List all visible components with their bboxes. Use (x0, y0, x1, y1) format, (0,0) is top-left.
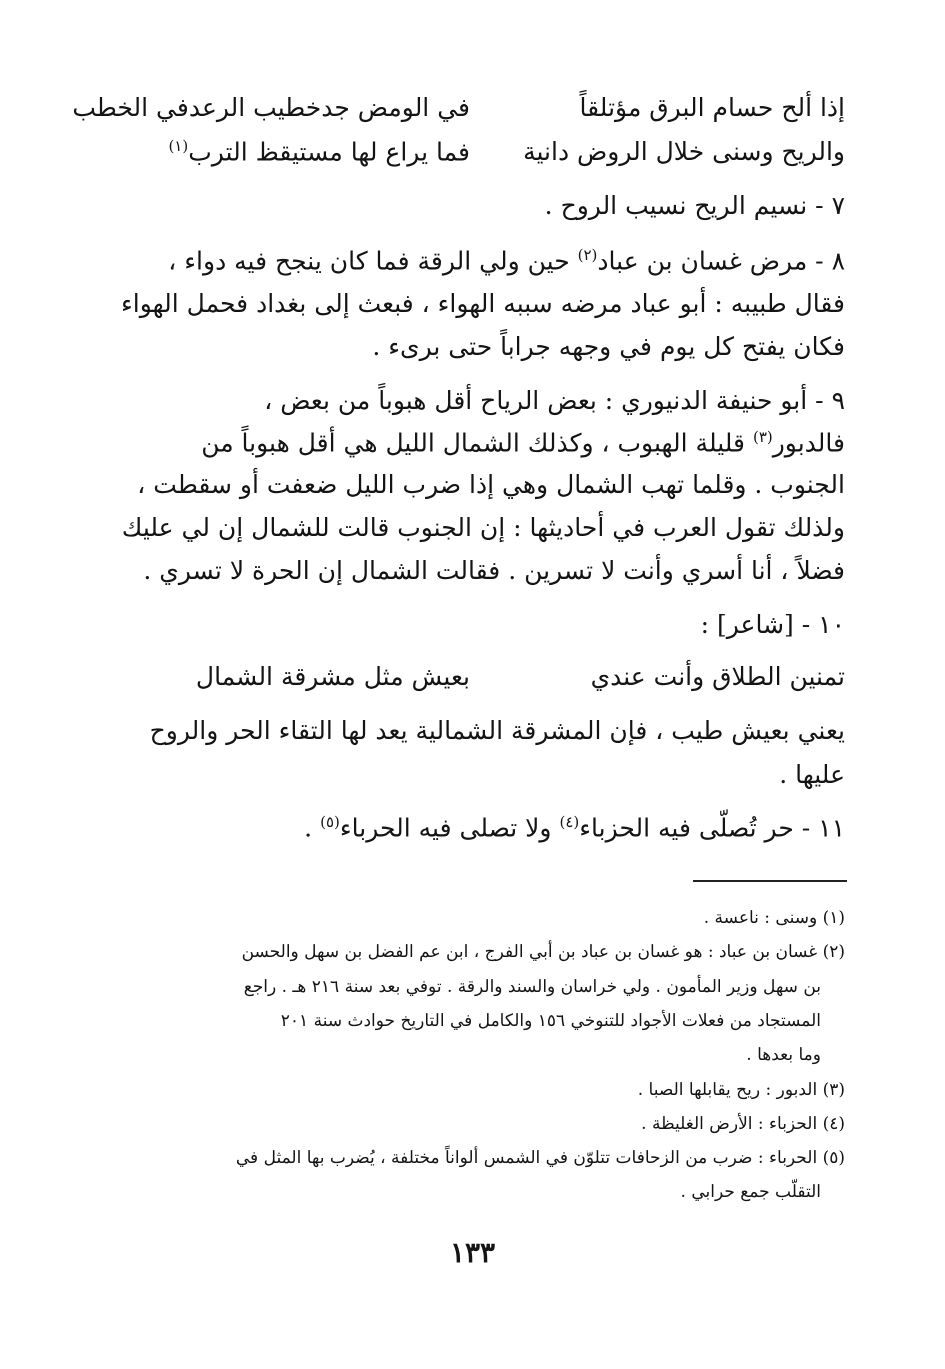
item-9-line-4: ولذلك تقول العرب في أحاديثها : إن الجنوب قالت للشمال إن لي عليك (121, 513, 845, 542)
item-9-line-1: ٩ - أبو حنيفة الدنيوري : بعض الرياح أقل هبوباً من بعض ، (264, 386, 845, 415)
footnote-2-line-4: وما بعدها . (746, 1045, 821, 1065)
item-10-heading: ١٠ - [شاعر] : (700, 610, 845, 639)
item-10-line-1: يعني بعيش طيب ، فإن المشرقة الشمالية يعد لها التقاء الحر والروح (149, 716, 845, 745)
item-11-text-c: . (304, 813, 321, 843)
item-8-line-3: فكان يفتح كل يوم في وجهه جراباً حتى برىء . (372, 332, 845, 361)
footnote-ref-4: (٤) (559, 813, 580, 831)
item-10-verse-right: تمنين الطلاق وأنت عندي (590, 662, 845, 691)
item-8-line-1 (168, 246, 845, 276)
poem1-line2-left-text: فما يراع لها مستيقظ الترب (188, 137, 470, 167)
poem1-line1-left: في الومض جدخطيب الرعدفي الخطب (72, 93, 470, 122)
item-9-line-3: الجنوب . وقلما تهب الشمال وهي إذا ضرب الليل ضعفت أو سقطت ، (137, 470, 845, 499)
page-number: ١٣٣ (449, 1236, 496, 1269)
item-8-line-2: فقال طبيبه : أبو عباد مرضه سببه الهواء ، فبعث إلى بغداد فحمل الهواء (121, 289, 845, 318)
item-10-line-2: عليها . (779, 760, 845, 789)
footnote-5-line-2: التقلّب جمع حرابي . (680, 1182, 821, 1202)
footnote-2-line-1: (٢) غسان بن عباد : هو غسان بن عباد بن أبي الفرج ، ابن عم الفضل بن سهل والحسن (241, 942, 845, 962)
footnote-ref-5: (٥) (320, 813, 340, 831)
item-9-text-b: قليلة الهبوب ، وكذلك الشمال الليل هي أقل هبوباً من (201, 428, 753, 458)
footnote-2-line-3: المستجاد من فعلات الأجواد للتنوخي ١٥٦ والكامل في التاريخ حوادث سنة ٢٠١ (280, 1011, 821, 1031)
footnote-3: (٣) الدبور : ريح يقابلها الصبا . (637, 1080, 845, 1100)
item-11-text-b: ولا تصلى فيه الحرباء (339, 813, 560, 843)
item-9-line-5: فضلاً ، أنا أسري وأنت لا تسرين . فقالت الشمال إن الحرة لا تسري . (143, 556, 845, 585)
footnote-1: (١) وسنى : ناعسة . (703, 908, 845, 928)
item-8-text-b: حين ولي الرقة فما كان ينجح فيه دواء ، (168, 246, 578, 276)
item-9-text-a: فالدبور (772, 428, 845, 458)
item-9-line-2 (201, 428, 845, 458)
footnote-ref-1: (١) (168, 137, 189, 155)
item-8-text-a: ٨ - مرض غسان بن عباد (597, 246, 845, 276)
footnote-4: (٤) الحزباء : الأرض الغليظة . (641, 1114, 845, 1134)
footnote-ref-3: (٣) (752, 428, 773, 446)
footnote-2-line-2: بن سهل وزير المأمون . ولي خراسان والسند والرقة . توفي بعد سنة ٢١٦ هـ . راجع (243, 977, 821, 997)
footnote-ref-2: (٢) (577, 246, 598, 264)
poem1-line2-right: والريح وسنى خلال الروض دانية (523, 137, 845, 166)
poem1-line2-left (168, 137, 470, 166)
item-7: ٧ - نسيم الريح نسيب الروح . (544, 191, 845, 220)
footnote-5-line-1: (٥) الحرباء : ضرب من الزحافات تتلوّن في الشمس ألواناً مختلفة ، يُضرب بها المثل في (235, 1148, 845, 1168)
item-11-text-a: ١١ - حر تُصلّى فيه الحزباء (579, 813, 845, 843)
poem1-line1-right: إذا ألح حسام البرق مؤتلقاً (579, 93, 845, 122)
item-11 (304, 813, 845, 843)
footnote-separator (693, 880, 847, 882)
item-10-verse-left: بعيش مثل مشرقة الشمال (195, 662, 470, 691)
